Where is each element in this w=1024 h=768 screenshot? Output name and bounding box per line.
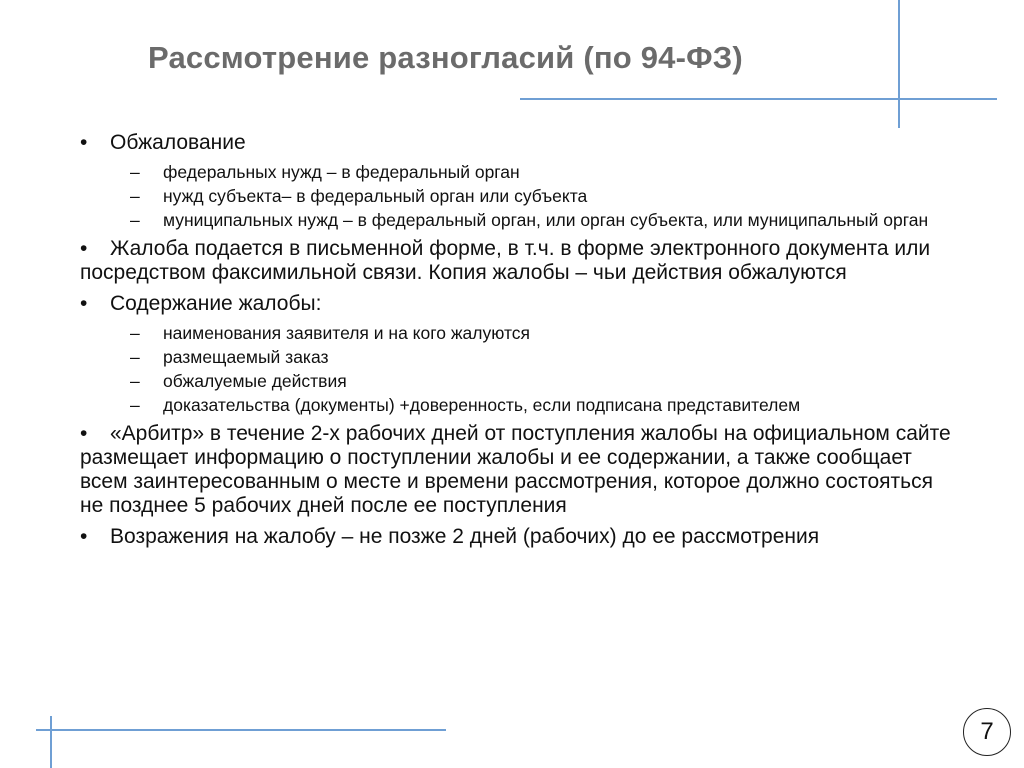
sub-item-text: доказательства (документы) +доверенность, если подписана представителем xyxy=(163,395,801,415)
dash-icon: – xyxy=(130,186,140,206)
bullet-icon: • xyxy=(80,237,88,260)
sub-item-text: наименования заявителя и на кого жалуются xyxy=(163,323,531,343)
dash-icon: – xyxy=(130,323,140,343)
page-number-badge xyxy=(963,708,1011,756)
bullet-text: Обжалование xyxy=(110,131,246,154)
bullet-text: Возражения на жалобу – не позже 2 дней (рабочих) до ее рассмотрения xyxy=(110,525,820,548)
bullet-text: «Арбитр» в течение 2-х рабочих дней от поступления жалобы на официальном сайте размещает информацию о поступлении жалобы и ее содержании, а также сообщает всем заинтересованным о месте и времени рассмотрения, которое должно состояться не позднее 5 рабочих дней после ее поступления xyxy=(80,422,951,517)
slide-title: Рассмотрение разногласий (по 94-ФЗ) xyxy=(148,40,743,75)
dash-icon: – xyxy=(130,347,140,367)
sub-item xyxy=(130,395,960,415)
bottom-horizontal-line xyxy=(36,729,446,731)
dash-icon: – xyxy=(130,162,140,182)
page-number: 7 xyxy=(980,718,994,745)
sub-item xyxy=(130,347,960,367)
bullet-icon: • xyxy=(80,131,88,154)
top-vertical-line xyxy=(898,0,900,128)
sub-item xyxy=(130,186,960,206)
dash-icon: – xyxy=(130,395,140,415)
slide-content xyxy=(80,131,960,556)
bullet-item-arbiter xyxy=(80,422,960,518)
bullet-text: Содержание жалобы: xyxy=(110,292,322,315)
sub-item xyxy=(130,371,960,391)
sub-item-text: размещаемый заказ xyxy=(163,347,329,367)
top-horizontal-line xyxy=(520,98,997,100)
sub-item-text: муниципальных нужд – в федеральный орган, или орган субъекта, или муниципальный орган xyxy=(163,210,929,230)
bullet-icon: • xyxy=(80,292,88,315)
bullet-icon: • xyxy=(80,525,88,548)
bullet-item-objections xyxy=(80,525,960,549)
bullet-icon: • xyxy=(80,422,88,445)
bullet-item-complaint-content xyxy=(80,292,960,316)
sub-item xyxy=(130,210,960,230)
sub-item xyxy=(130,323,960,343)
dash-icon: – xyxy=(130,210,140,230)
bullet-text: Жалоба подается в письменной форме, в т.ч. в форме электронного документа или посредством факсимильной связи. Копия жалобы – чьи действия обжалуются xyxy=(80,237,931,284)
sub-item-text: обжалуемые действия xyxy=(163,371,347,391)
sub-item-text: федеральных нужд – в федеральный орган xyxy=(163,162,520,182)
dash-icon: – xyxy=(130,371,140,391)
sub-item-text: нужд субъекта– в федеральный орган или субъекта xyxy=(163,186,588,206)
bottom-vertical-line xyxy=(50,716,52,768)
bullet-item-complaint-form xyxy=(80,237,960,285)
sub-item xyxy=(130,162,960,182)
bullet-item-appeal xyxy=(80,131,960,155)
